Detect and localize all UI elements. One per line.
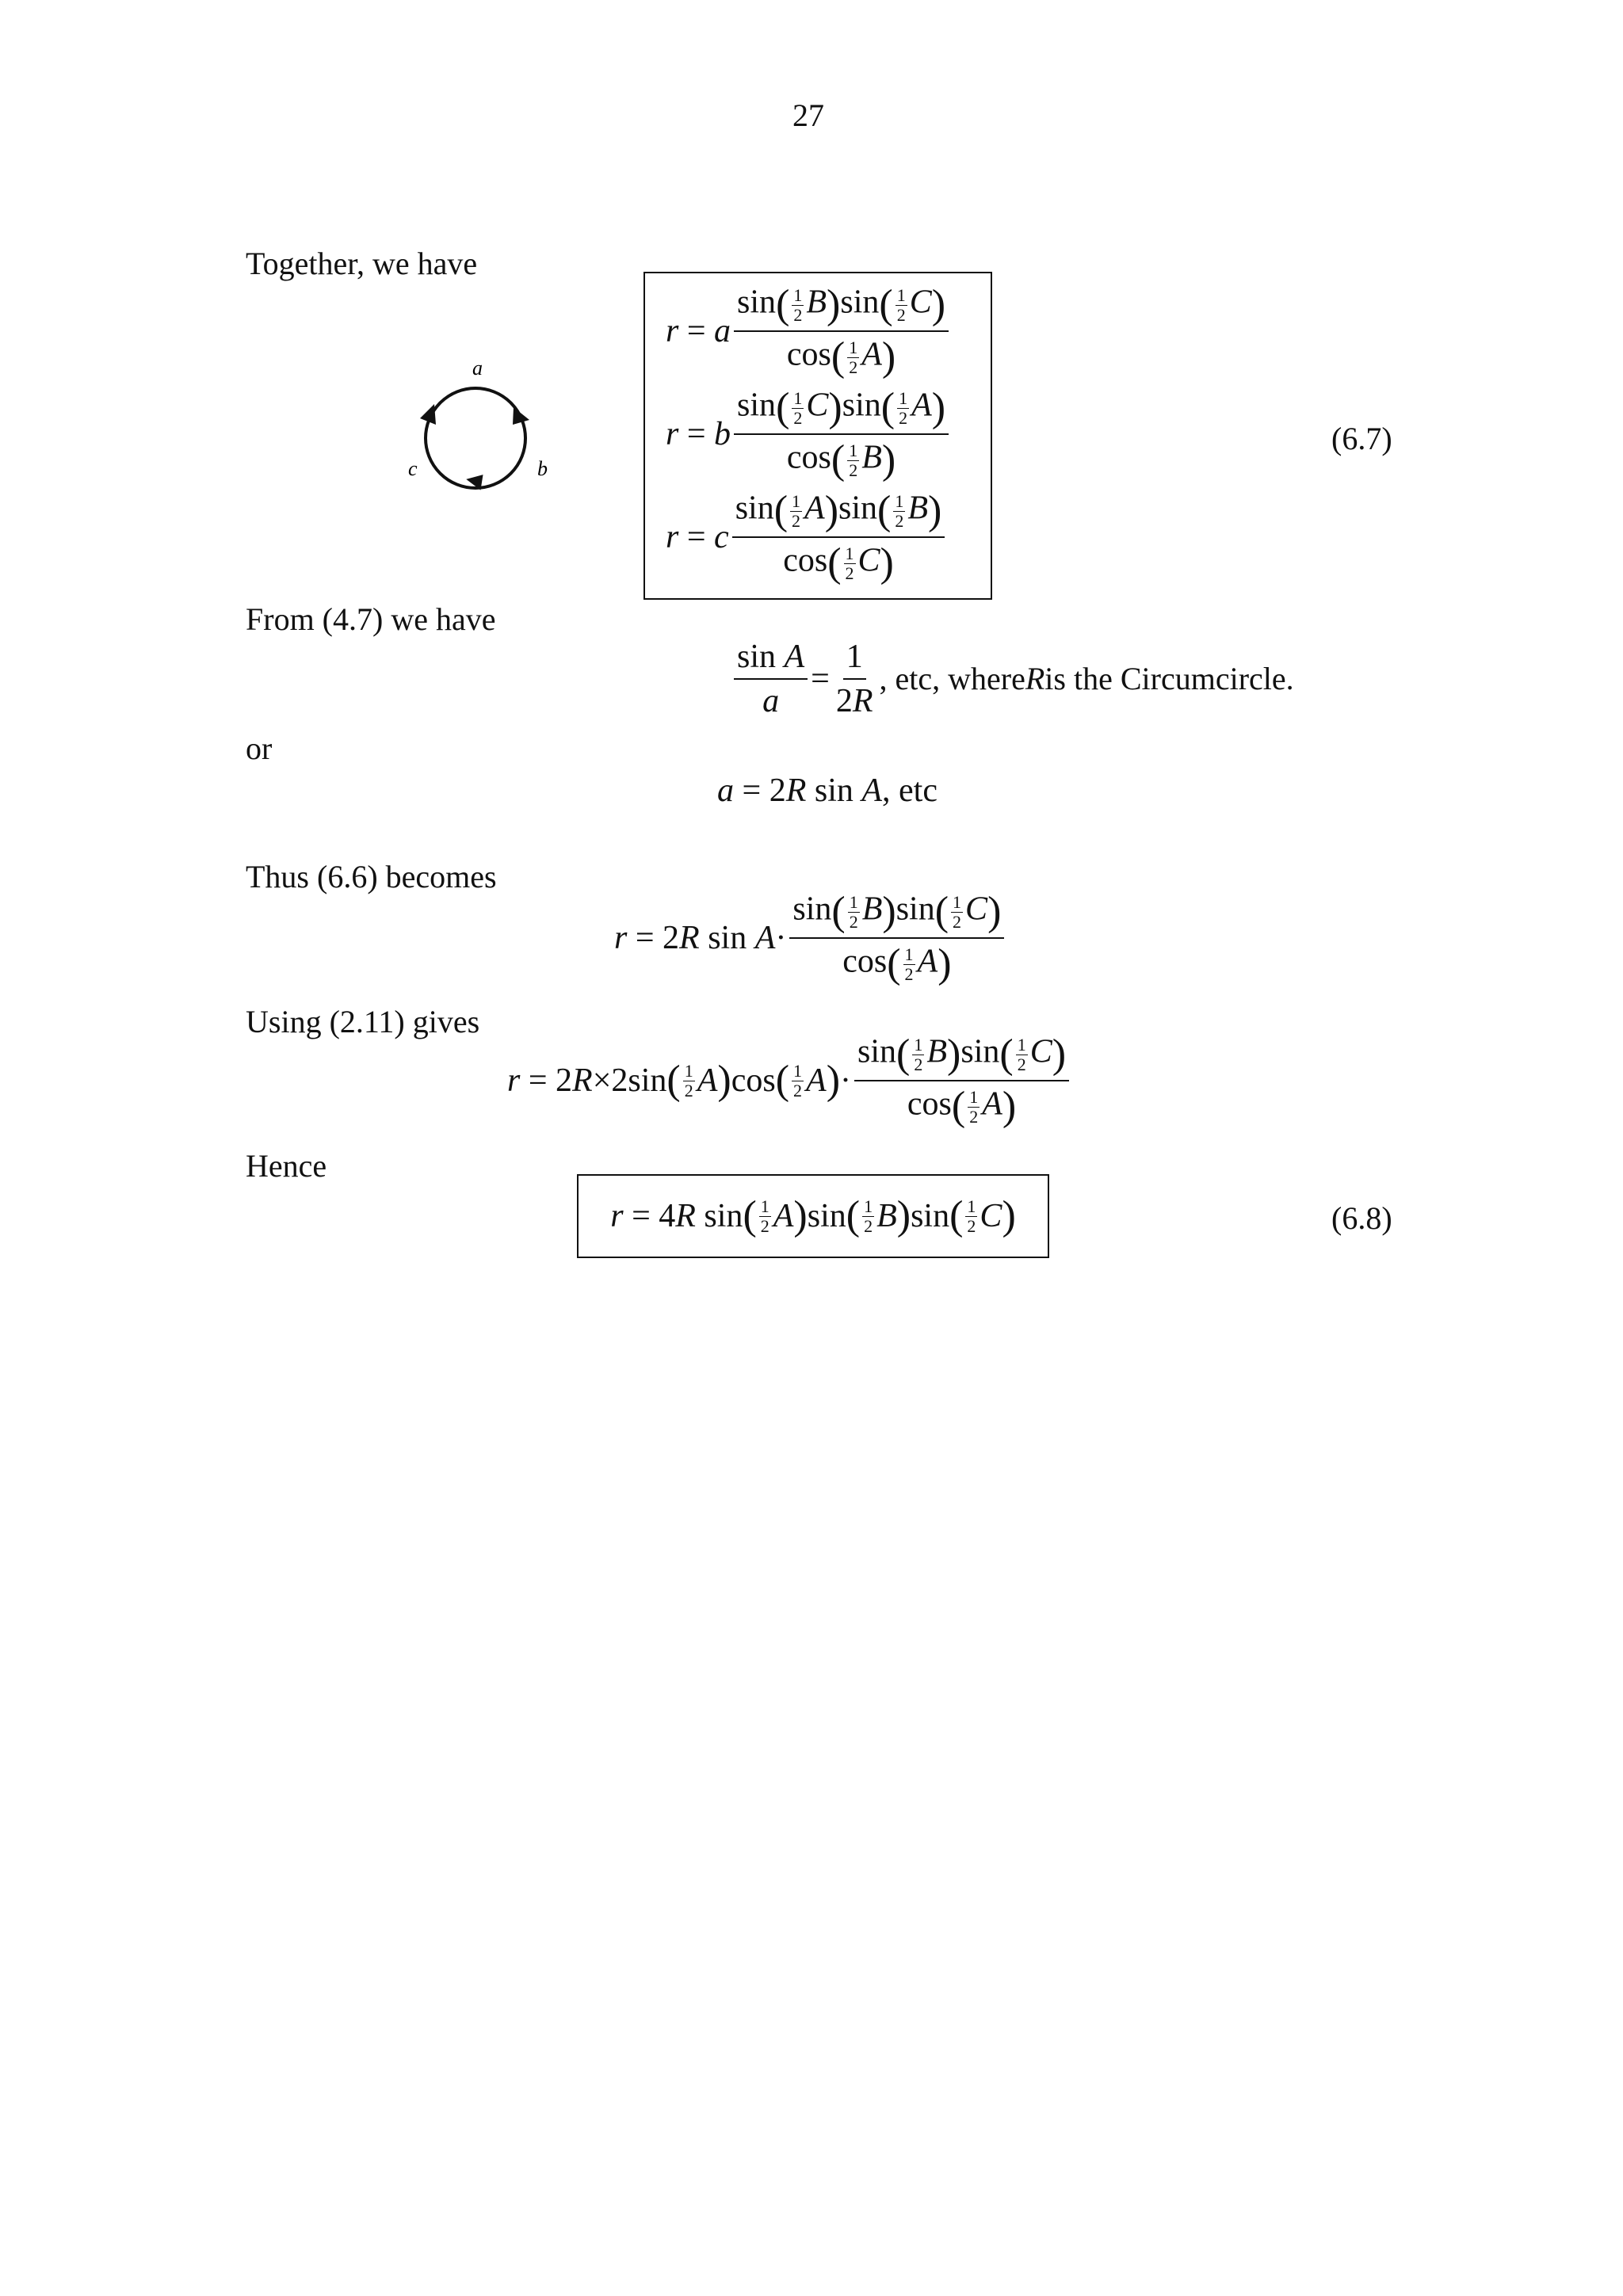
equation-r-c: r = c sin( $\frac{1}{2}$ A)sin( $\frac{1}{2}$ B) cos( $\frac{1}{2}$ C) bbox=[666, 490, 948, 584]
page-number: 27 bbox=[792, 97, 824, 133]
fraction: sin( $\frac{1}{2}$ C)sin( $\frac{1}{2}$ A) cos( $\frac{1}{2}$ B) bbox=[734, 387, 949, 481]
equation-r-2RsinA-frac: r = 2 R sin A · sin( $\frac{1}{2}$ B)sin( $\frac{1}{2}$ C) cos( $\frac{1}{2}$ A) bbox=[614, 891, 1007, 985]
equation-r-a bbox=[666, 284, 952, 378]
equation-sine-rule: $\frac{\text{sin A}}{a}$ = $\frac{1}{2R}$ , etc, where R is the Circumcircle. bbox=[731, 640, 1294, 718]
equation-box-6-7 bbox=[643, 272, 992, 600]
paragraph-thus: Thus (6.6) becomes bbox=[246, 859, 497, 894]
diagram-label-b: b bbox=[537, 457, 548, 480]
diagram-label-c: c bbox=[408, 457, 418, 480]
fraction: sin( $\frac{1}{2}$ B)sin( $\frac{1}{2}$ C) cos( $\frac{1}{2}$ A) bbox=[734, 284, 949, 378]
equation-box-6-8 bbox=[577, 1174, 1049, 1258]
var-a: a bbox=[714, 313, 731, 349]
paragraph-from: From (4.7) we have bbox=[246, 601, 496, 637]
diagram-label-a: a bbox=[472, 357, 483, 379]
fn-sin: sin bbox=[737, 284, 777, 321]
equation-r-b: r = b sin( $\frac{1}{2}$ C)sin( $\frac{1}{2}$ A) cos( $\frac{1}{2}$ B) bbox=[666, 387, 952, 481]
sine-rule-tail2: is the Circumcircle. bbox=[1044, 661, 1294, 696]
equation-label-6-8: (6.8) bbox=[1331, 1200, 1392, 1236]
paragraph-hence: Hence bbox=[246, 1148, 327, 1184]
equation-r-4R: r = 4 R sin ( 1 2 A ) sin ( 1 2 B ) sin ( 1 2 C ) bbox=[610, 1193, 1016, 1238]
equation-r-double-angle: r = 2 R × 2 sin ( 1 2 A ) cos ( 1 2 A ) · sin( $\frac{1}{2}$ B)sin( $\frac{1}{2}$ C) cos( $\frac{1}{2}$ A) bbox=[507, 1034, 1072, 1127]
paragraph-using: Using (2.11) gives bbox=[246, 1004, 480, 1039]
arrow-top-right bbox=[513, 407, 529, 425]
circle-path bbox=[426, 388, 525, 488]
sine-rule-tail: , etc, where bbox=[879, 661, 1025, 696]
var-r: r bbox=[666, 313, 679, 349]
equation-a-2RsinA: a = 2R sin A, etc bbox=[717, 772, 938, 809]
equation-label-6-7: (6.7) bbox=[1331, 421, 1392, 456]
fraction: sin( $\frac{1}{2}$ A)sin( $\frac{1}{2}$ B) cos( $\frac{1}{2}$ C) bbox=[732, 490, 945, 584]
paragraph-or: or bbox=[246, 730, 273, 766]
paragraph-together: Together, we have bbox=[246, 246, 478, 281]
orientation-circle-diagram bbox=[396, 349, 571, 507]
sym-eq: = bbox=[686, 313, 706, 349]
arrow-bottom bbox=[466, 475, 487, 493]
